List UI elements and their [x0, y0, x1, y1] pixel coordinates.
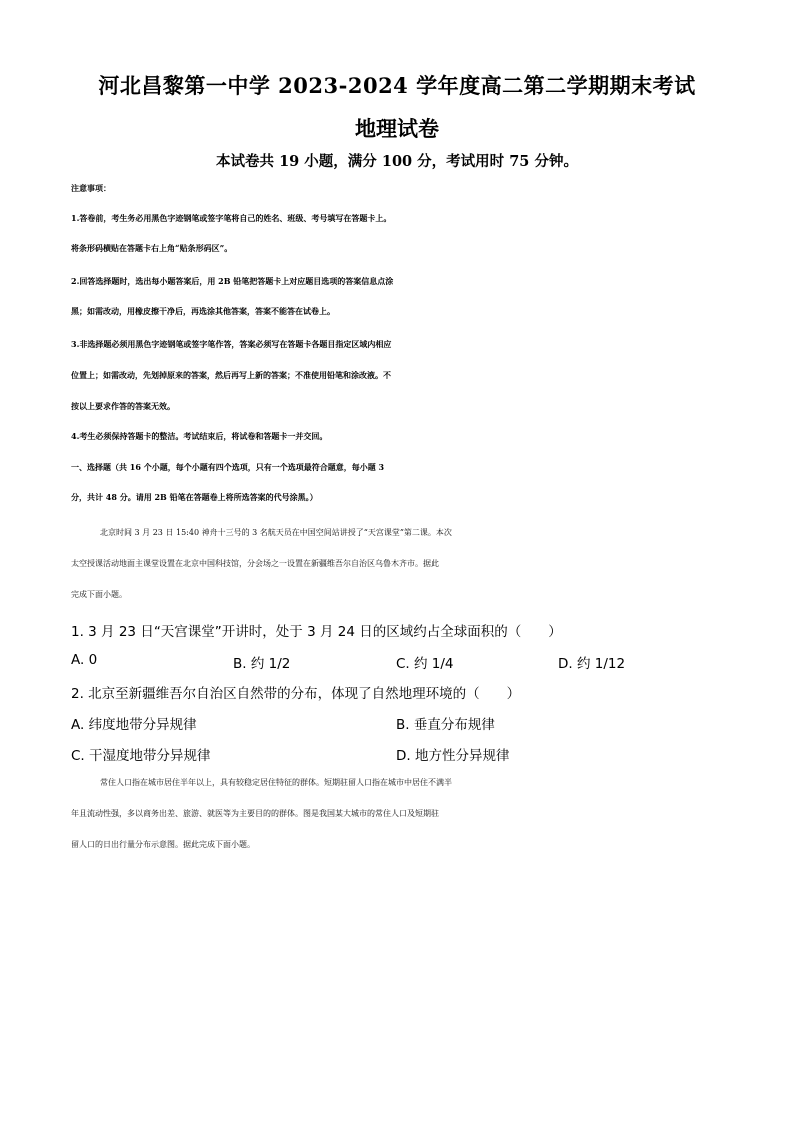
passage-text: 完成下面小题。 [71, 590, 127, 599]
question-stem: 2. 北京至新疆维吾尔自治区自然带的分布，体现了自然地理环境的（ ） [71, 686, 521, 702]
passage-text: 留人口的日出行量分布示意图。据此完成下面小题。 [71, 840, 255, 849]
question-option: B. 约 1/2 [233, 656, 291, 672]
exam-info: 本试卷共 19 小题，满分 100 分，考试用时 75 分钟。 [216, 153, 578, 170]
notes-line: 按以上要求作答的答案无效。 [71, 401, 175, 411]
notes-line: 黑；如需改动，用橡皮擦干净后，再选涂其他答案，答案不能答在试卷上。 [71, 306, 335, 316]
passage-text: 年且流动性强，多以商务出差、旅游、就医等为主要目的的群体。图是我国某大城市的常住人口及短期驻 [71, 809, 439, 818]
passage-text: 常住人口指在城市居住半年以上，具有较稳定居住特征的群体。短期驻留人口指在城市中居住不满半 [100, 778, 452, 787]
question-option: A. 纬度地带分异规律 [71, 717, 197, 733]
passage-text: 北京时间 3 月 23 日 15:40 神舟十三号的 3 名航天员在中国空间站讲授了“天宫课堂”第二课。本次 [100, 528, 452, 537]
notes-line: 1.答卷前，考生务必用黑色字迹钢笔或签字笔将自己的姓名、班级、考号填写在答题卡上。 [71, 213, 392, 223]
question-option: D. 约 1/12 [558, 656, 626, 672]
question-option: B. 垂直分布规律 [396, 717, 495, 733]
question-option: C. 干湿度地带分异规律 [71, 748, 211, 764]
notes-line: 将条形码横贴在答题卡右上角“贴条形码区”。 [71, 243, 233, 253]
exam-title: 河北昌黎第一中学 2023-2024 学年度高二第二学期期末考试 [98, 73, 696, 98]
passage-text: 太空授课活动地面主课堂设置在北京中国科技馆，分会场之一设置在新疆维吾尔自治区乌鲁木齐市。据此 [71, 559, 439, 568]
notes-line: 位置上；如需改动，先划掉原来的答案，然后再写上新的答案；不准使用铅笔和涂改液。不 [71, 370, 391, 380]
question-option: D. 地方性分异规律 [396, 748, 510, 764]
exam-subtitle: 地理试卷 [355, 116, 439, 141]
notes-line: 3.非选择题必须用黑色字迹钢笔或签字笔作答，答案必须写在答题卡各题目指定区域内相应 [71, 339, 392, 349]
notes-heading: 注意事项： [71, 183, 111, 193]
section-heading: 分，共计 48 分。请用 2B 铅笔在答题卷上将所选答案的代号涂黑。） [71, 492, 318, 502]
question-option: C. 约 1/4 [396, 656, 454, 672]
question-stem: 1. 3 月 23 日“天宫课堂”开讲时，处于 3 月 24 日的区域约占全球面积的（ ） [71, 624, 562, 640]
section-heading: 一、选择题（共 16 个小题，每个小题有四个选项，只有一个选项最符合题意，每小题 3 [71, 462, 385, 472]
notes-line: 2.回答选择题时，选出每小题答案后，用 2B 铅笔把答题卡上对应题目选项的答案信息点涂 [71, 276, 394, 286]
notes-line: 4.考生必须保持答题卡的整洁。考试结束后，将试卷和答题卡一并交回。 [71, 431, 328, 441]
question-option: A. 0 [71, 652, 98, 668]
